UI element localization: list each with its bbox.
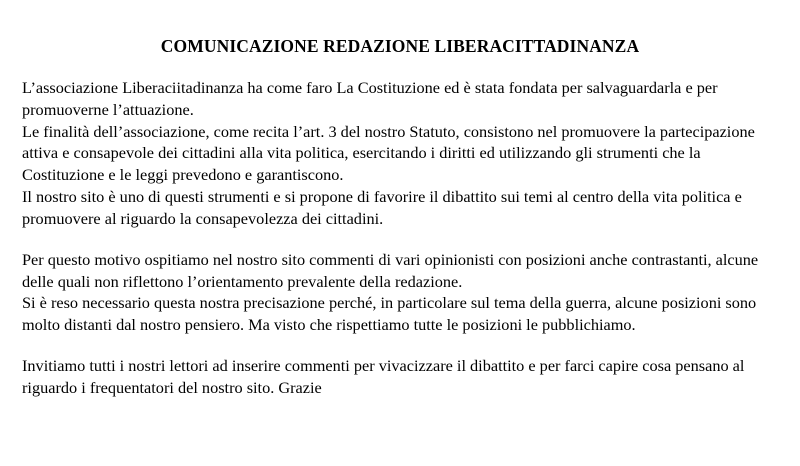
paragraph: Si è reso necessario questa nostra precisazione perché, in particolare sul tema della guerra, alcune posizioni sono molto distanti dal nostro pensiero. Ma visto che rispettiamo tutte le posizioni le pubblichiamo. bbox=[22, 293, 757, 335]
paragraph: Invitiamo tutti i nostri lettori ad inserire commenti per vivacizzare il dibattito e per farci capire cosa pensano al riguardo i frequentatori del nostro sito. Grazie bbox=[22, 356, 745, 397]
paragraph: L’associazione Liberaciitadinanza ha come faro La Costituzione ed è stata fondata per salvaguardarla e per promuoverne l’attuazione. bbox=[22, 78, 718, 119]
page-title: COMUNICAZIONE REDAZIONE LIBERACITTADINANZA bbox=[160, 36, 640, 56]
paragraph-block-2 bbox=[22, 249, 778, 336]
paragraph-block-1 bbox=[22, 77, 778, 230]
paragraph: Le finalità dell’associazione, come recita l’art. 3 del nostro Statuto, consistono nel promuovere la partecipazione attiva e consapevole dei cittadini alla vita politica, esercitando i diritti ed utilizzando gli strumenti che la Costituzione e le leggi prevedono e garantiscono. bbox=[22, 121, 755, 185]
paragraph: Il nostro sito è uno di questi strumenti e si propone di favorire il dibattito sui temi al centro della vita politica e promuovere al riguardo la consapevolezza dei cittadini. bbox=[22, 187, 742, 228]
paragraph-spacer bbox=[22, 230, 778, 249]
paragraph-spacer bbox=[22, 336, 778, 355]
paragraph: Per questo motivo ospitiamo nel nostro sito commenti di vari opinionisti con posizioni anche contrastanti, alcune delle quali non riflettono l’orientamento prevalente della redazione. bbox=[22, 249, 759, 291]
paragraph-block-3 bbox=[22, 355, 778, 399]
